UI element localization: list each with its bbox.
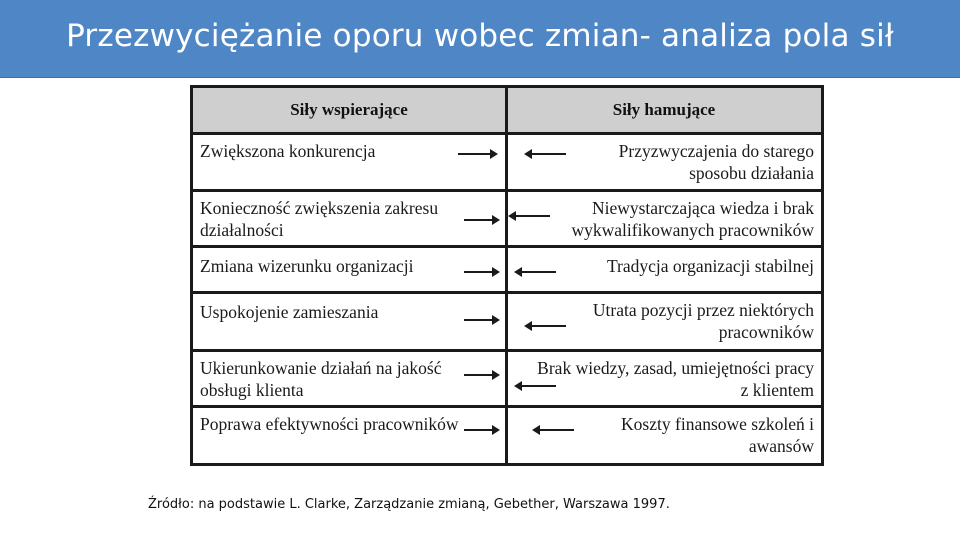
arrow-left-icon [520, 385, 556, 387]
arrow-right-icon [458, 153, 492, 155]
column-divider [505, 85, 508, 466]
supporting-force-6: Poprawa efektywności pracowników [200, 414, 459, 434]
title-bar [0, 0, 960, 78]
arrow-left-icon [520, 271, 556, 273]
arrow-left-icon [538, 429, 574, 431]
force-field-table [190, 85, 824, 466]
row-divider [190, 245, 824, 248]
row-divider [190, 291, 824, 294]
header-restraining-forces: Siły hamujące [612, 100, 716, 119]
header-supporting-forces: Siły wspierające [290, 100, 408, 119]
arrow-left-icon [530, 325, 566, 327]
arrow-right-icon [464, 429, 494, 431]
slide-title: Przezwyciężanie oporu wobec zmian- analiza pola sił [66, 18, 894, 54]
restraining-force-6: Koszty finansowe szkoleń i awansów [621, 414, 814, 456]
arrow-left-icon [530, 153, 566, 155]
arrow-left-icon [514, 215, 550, 217]
supporting-force-5: Ukierunkowanie działań na jakość obsługi klienta [200, 358, 442, 400]
row-divider [190, 349, 824, 352]
supporting-force-3: Zmiana wizerunku organizacji [200, 256, 414, 276]
supporting-force-1: Zwiększona konkurencja [200, 141, 376, 161]
arrow-right-icon [464, 374, 494, 376]
arrow-right-icon [464, 219, 494, 221]
source-citation: Źródło: na podstawie L. Clarke, Zarządzanie zmianą, Gebether, Warszawa 1997. [148, 497, 670, 512]
supporting-force-4: Uspokojenie zamieszania [200, 302, 379, 322]
arrow-right-icon [464, 271, 494, 273]
restraining-force-4: Utrata pozycji przez niektórych pracowników [592, 300, 814, 342]
restraining-force-2: Niewystarczająca wiedza i brak wykwalifikowanych pracowników [571, 198, 814, 240]
arrow-right-icon [464, 319, 494, 321]
restraining-force-3: Tradycja organizacji stabilnej [606, 256, 814, 276]
row-divider [190, 189, 824, 192]
restraining-force-5: Brak wiedzy, zasad, umiejętności pracy z klientem [537, 358, 814, 400]
row-divider [190, 132, 824, 135]
row-divider [190, 405, 824, 408]
supporting-force-2: Konieczność zwiększenia zakresu działalności [200, 198, 439, 240]
restraining-force-1: Przyzwyczajenia do starego sposobu działania [618, 141, 814, 183]
